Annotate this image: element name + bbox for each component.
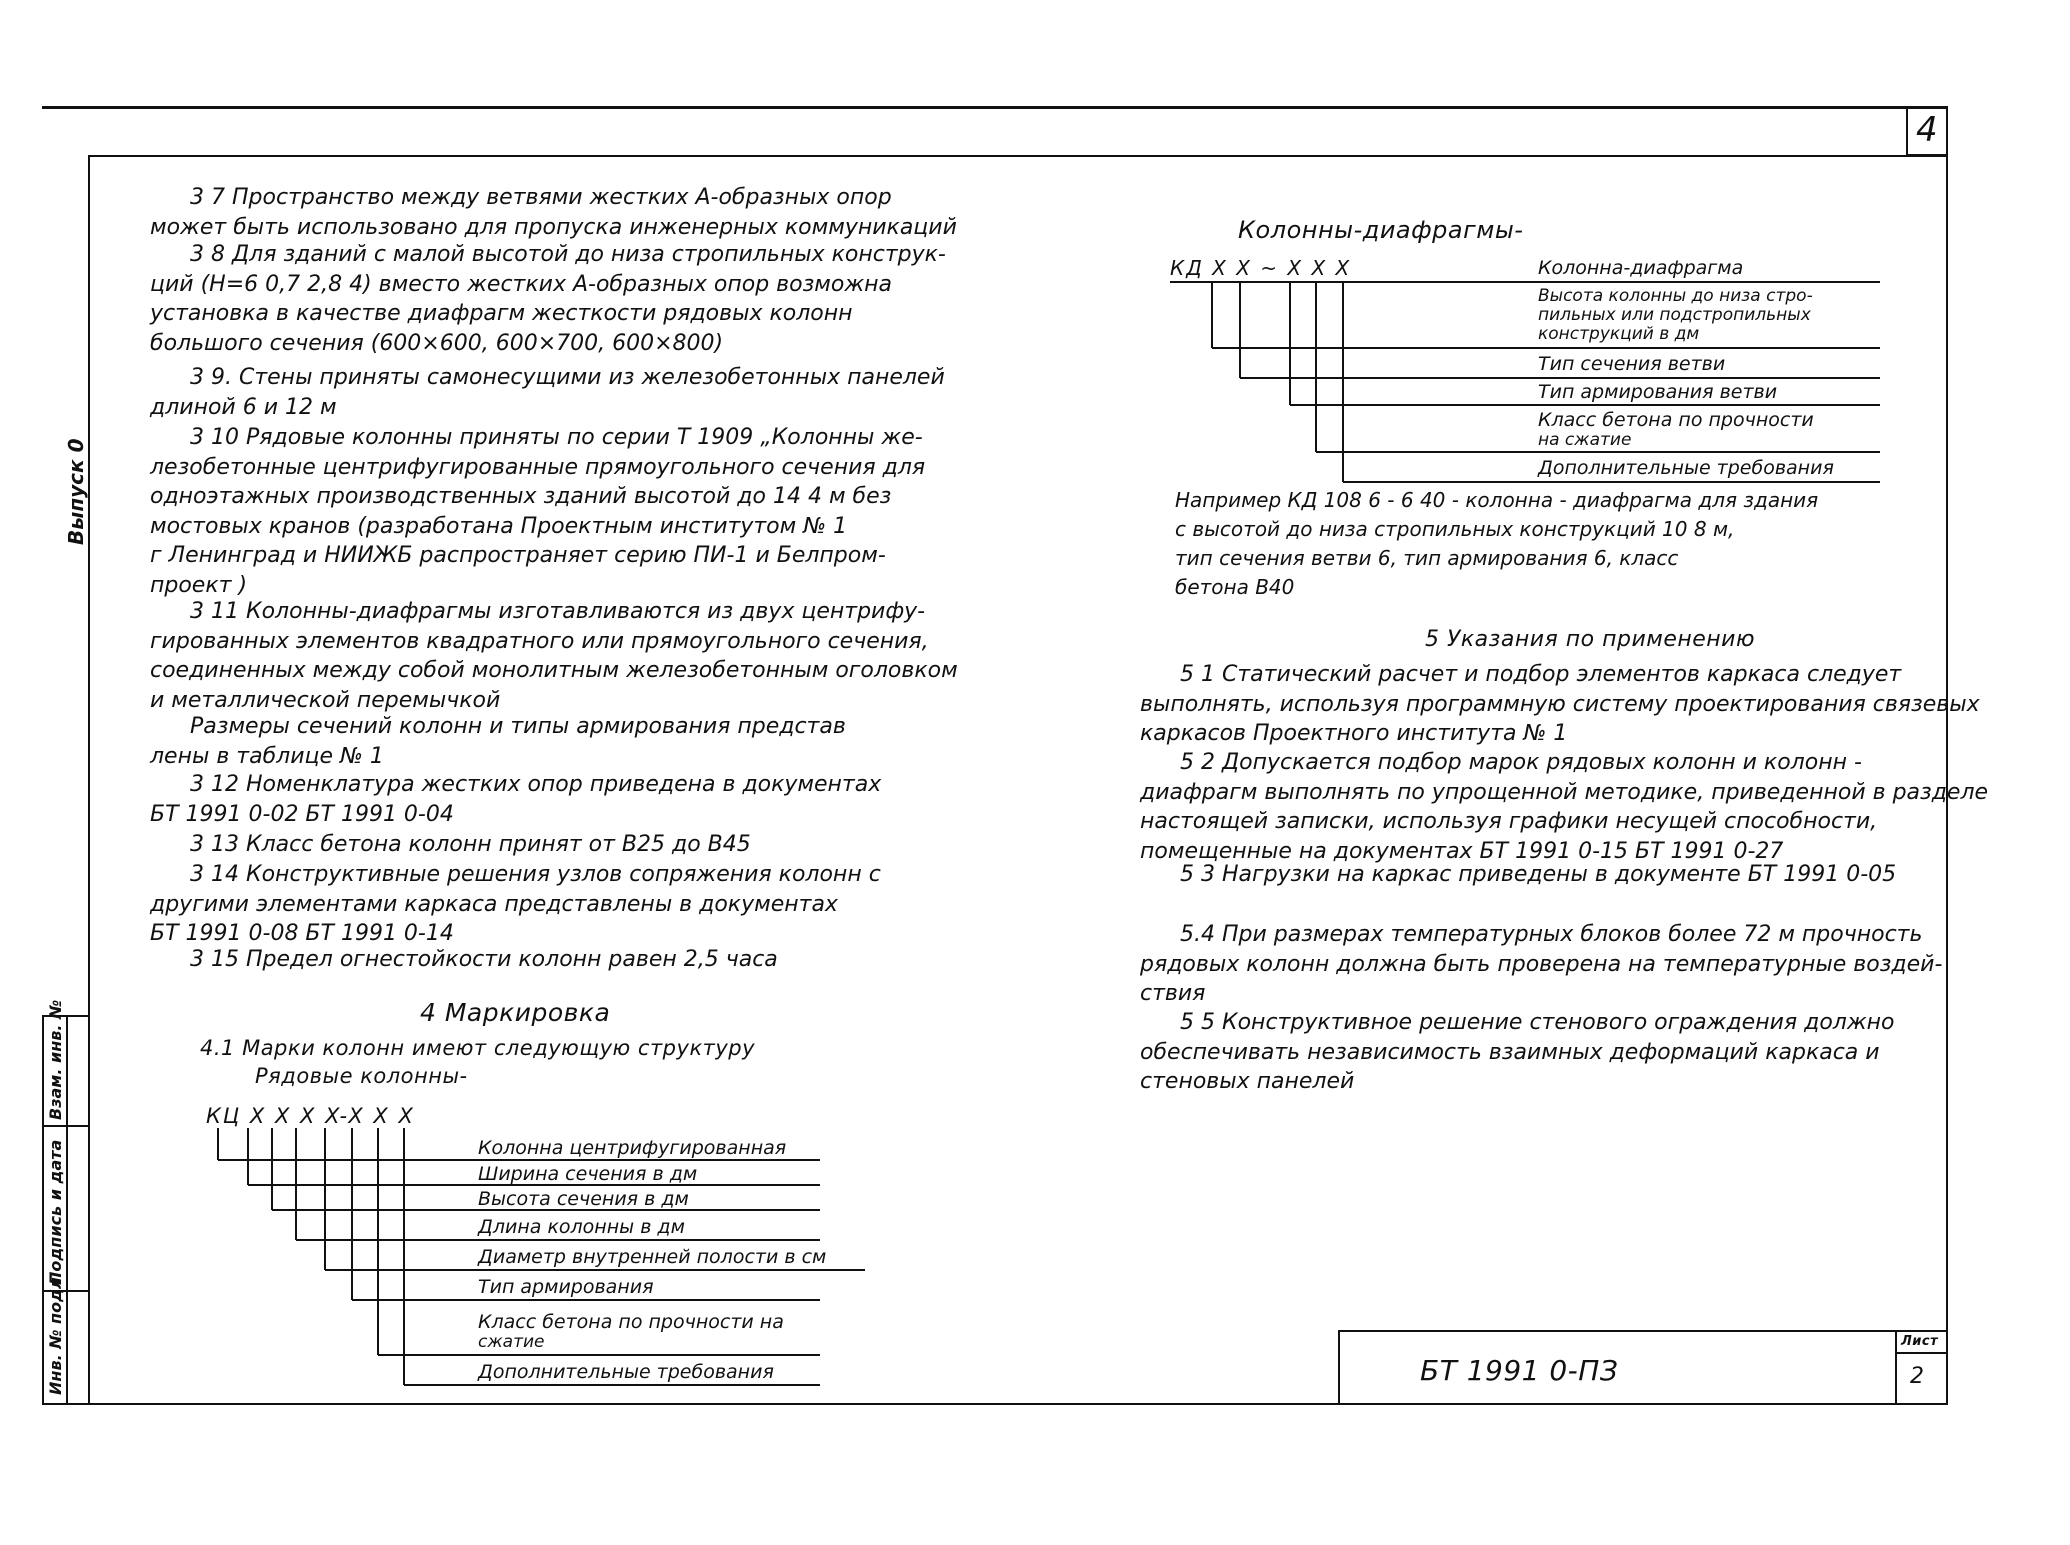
paragraph-line: диафрагм выполнять по упрощенной методике, приведенной в разделе	[1140, 779, 1989, 805]
kc-code: КЦ X X X X-X X X	[206, 1104, 415, 1128]
kd-label-5b: на сжатие	[1538, 430, 1632, 450]
paragraph-line: одноэтажных производственных зданий высотой до 14 4 м без	[150, 484, 892, 509]
paragraph-line: обеспечивать независимость взаимных деформаций каркаса и	[1140, 1039, 1880, 1065]
kc-label-7b: сжатие	[478, 1332, 545, 1352]
paragraph-line: соединенных между собой монолитным железобетонным оголовком	[150, 658, 958, 683]
paragraph-line: выполнять, используя программную систему проектирования связевых	[1140, 691, 1980, 717]
section4-intro: 4.1 Марки колонн имеют следующую структуру	[200, 1036, 756, 1060]
section4-title: 4 Маркировка	[420, 998, 611, 1027]
kc-label-5: Диаметр внутренней полости в см	[478, 1246, 827, 1268]
paragraph-line: каркасов Проектного института № 1	[1140, 721, 1568, 746]
paragraph-line: 3 10 Рядовые колонны приняты по серии Т 1909 „Колонны же-	[190, 425, 923, 450]
paragraph-line: большого сечения (600×600, 600×700, 600×800)	[150, 330, 724, 356]
paragraph-line: 3 12 Номенклатура жестких опор приведена в документах	[190, 772, 882, 797]
paragraph-line: установка в качестве диафрагм жесткости рядовых колонн	[150, 301, 853, 326]
paragraph-line: ствия	[1140, 981, 1206, 1006]
paragraph-line: 5 1 Статический расчет и подбор элементов каркаса следует	[1180, 662, 1902, 687]
paragraph-line: другими элементами каркаса представлены в документах	[150, 891, 838, 917]
paragraph-line: настоящей записки, используя графики несущей способности,	[1140, 809, 1878, 834]
paragraph-line: 3 13 Класс бетона колонн принят от В25 до В45	[190, 832, 751, 857]
paragraph-line: 3 9. Стены приняты самонесущими из железобетонных панелей	[190, 365, 945, 390]
paragraph-line: 3 11 Колонны-диафрагмы изготавливаются из двух центрифу-	[190, 599, 926, 624]
paragraph-line: Размеры сечений колонн и типы армирования представ	[190, 714, 846, 739]
kd-label-2a: Высота колонны до низа стро-	[1538, 286, 1813, 306]
title-block-sheet-rule	[1895, 1352, 1947, 1354]
paragraph-line: 5.4 При размерах температурных блоков более 72 м прочность	[1180, 922, 1923, 947]
paragraph-line: ций (Н=6 0,7 2,8 4) вместо жестких А-образных опор возможна	[150, 271, 893, 297]
example-line: с высотой до низа стропильных конструкций 10 8 м,	[1175, 517, 1735, 541]
kd-label-1: Колонна-диафрагма	[1538, 257, 1744, 279]
paragraph-line: гированных элементов квадратного или прямоугольного сечения,	[150, 628, 929, 654]
corner-number: 4	[1916, 110, 1939, 150]
kd-label-5a: Класс бетона по прочности	[1538, 409, 1814, 431]
paragraph-line: мостовых кранов (разработана Проектным институтом № 1	[150, 513, 848, 539]
kd-label-3: Тип сечения ветви	[1538, 353, 1726, 375]
paragraph-line: 3 8 Для зданий с малой высотой до низа стропильных конструк-	[190, 242, 946, 267]
example-line: тип сечения ветви 6, тип армирования 6, класс	[1175, 546, 1679, 570]
kc-label-8: Дополнительные требования	[478, 1361, 774, 1383]
paragraph-line: г Ленинград и НИИЖБ распространяет серию ПИ-1 и Белпром-	[150, 543, 886, 568]
kd-label-2b: пильных или подстропильных	[1538, 305, 1811, 325]
title-block-divider	[1895, 1330, 1897, 1403]
side-label: Выпуск 0	[64, 438, 88, 545]
paragraph-line: 5 5 Конструктивное решение стенового ограждения должно	[1180, 1010, 1895, 1035]
kd-subtitle: Колонны-диафрагмы-	[1238, 216, 1524, 244]
kc-label-2: Ширина сечения в дм	[478, 1163, 698, 1185]
kd-label-4: Тип армирования ветви	[1538, 381, 1778, 403]
paragraph-line: 3 15 Предел огнестойкости колонн равен 2,5 часа	[190, 947, 778, 972]
paragraph-line: стеновых панелей	[1140, 1069, 1355, 1094]
kd-label-2c: конструкций в дм	[1538, 324, 1700, 344]
stamp-label-repl: Взам. инв. №	[46, 999, 65, 1120]
paragraph-line: лезобетонные центрифугированные прямоугольного сечения для	[150, 454, 926, 480]
paragraph-line: длиной 6 и 12 м	[150, 394, 337, 420]
section5-title: 5 Указания по применению	[1425, 627, 1755, 652]
paragraph-line: 3 14 Конструктивные решения узлов сопряжения колонн с	[190, 862, 881, 887]
stamp-label-inv: Инв. № подл	[46, 1277, 65, 1395]
paragraph-line: лены в таблице № 1	[150, 743, 384, 769]
paragraph-line: 5 2 Допускается подбор марок рядовых колонн и колонн -	[1180, 750, 1862, 775]
paragraph-line: БТ 1991 0-08 БТ 1991 0-14	[150, 921, 454, 946]
kc-label-4: Длина колонны в дм	[478, 1216, 685, 1238]
example-line: Например КД 108 6 - 6 40 - колонна - диафрагма для здания	[1175, 488, 1819, 512]
kd-code: КД X X ~ X X X	[1170, 256, 1352, 280]
paragraph-line: 3 7 Пространство между ветвями жестких А-образных опор	[190, 185, 892, 210]
paragraph-line: и металлической перемычкой	[150, 687, 501, 713]
kc-label-7: Класс бетона по прочности на	[478, 1311, 784, 1333]
kc-label-3: Высота сечения в дм	[478, 1188, 689, 1210]
paragraph-line: рядовых колонн должна быть проверена на температурные воздей-	[1140, 951, 1943, 977]
paragraph-line: 5 3 Нагрузки на каркас приведены в документе БТ 1991 0-05	[1180, 862, 1897, 887]
kc-label-6: Тип армирования	[478, 1276, 654, 1298]
sheet-number: 2	[1910, 1364, 1925, 1389]
sheet-label: Лист	[1901, 1334, 1939, 1349]
paragraph-line: помещенные на документах БТ 1991 0-15 БТ 1991 0-27	[1140, 838, 1784, 864]
kd-label-6: Дополнительные требования	[1538, 457, 1834, 479]
stamp-label-sign: Подпись и дата	[46, 1139, 65, 1285]
paragraph-line: проект )	[150, 572, 248, 598]
kc-label-1: Колонна центрифугированная	[478, 1137, 787, 1159]
paragraph-line: БТ 1991 0-02 БТ 1991 0-04	[150, 801, 454, 827]
paragraph-line: может быть использовано для пропуска инженерных коммуникаций	[150, 214, 957, 240]
example-line: бетона В40	[1175, 575, 1295, 599]
doc-code: БТ 1991 0-ПЗ	[1420, 1354, 1619, 1387]
section4-subtitle: Рядовые колонны-	[255, 1064, 468, 1088]
